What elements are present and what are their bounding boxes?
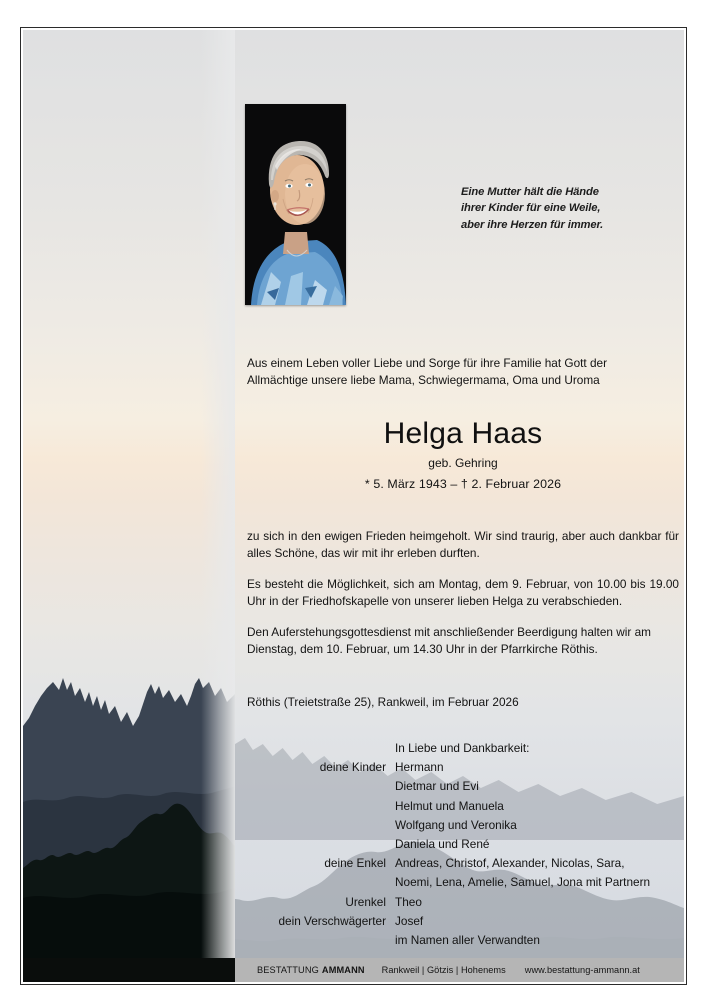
body-text bbox=[247, 528, 679, 658]
family-names: Wolfgang und Veronika bbox=[395, 817, 517, 832]
deceased-name: Helga Haas bbox=[383, 417, 543, 450]
family-role-label: deine Kinder bbox=[319, 760, 386, 775]
portrait-photo bbox=[245, 104, 346, 305]
strip-edge-fade bbox=[201, 30, 235, 982]
place-and-date-line: Röthis (Treietstraße 25), Rankweil, im Februar 2026 bbox=[247, 695, 519, 709]
memorial-quote bbox=[461, 184, 681, 233]
family-names: Josef bbox=[395, 913, 424, 928]
sunset-photo-strip bbox=[23, 30, 235, 982]
list-item bbox=[247, 912, 679, 931]
footer-content bbox=[235, 965, 684, 975]
quote-line-2: ihrer Kinder für eine Weile, bbox=[461, 202, 601, 215]
family-names: Helmut und Manuela bbox=[395, 798, 504, 813]
family-names: Hermann bbox=[395, 760, 444, 775]
footer-dark-block bbox=[23, 958, 235, 982]
list-item bbox=[247, 797, 679, 816]
footer-brand-light: BESTATTUNG bbox=[257, 965, 319, 975]
card-inner bbox=[23, 30, 684, 982]
list-item bbox=[247, 777, 679, 796]
list-item bbox=[247, 835, 679, 854]
family-names: Daniela und René bbox=[395, 837, 490, 852]
list-item bbox=[247, 931, 679, 950]
family-role-label: Urenkel bbox=[345, 894, 386, 909]
family-names: Theo bbox=[395, 894, 422, 909]
intro-line-2: Allmächtige unsere liebe Mama, Schwiegermama, Oma und Uroma bbox=[247, 373, 600, 387]
family-names: Andreas, Christof, Alexander, Nicolas, Sara, bbox=[395, 856, 625, 871]
footer-brand-bold: AMMANN bbox=[321, 965, 365, 975]
family-role-label: dein Verschwägerter bbox=[278, 913, 386, 928]
quote-line-3: aber ihre Herzen für immer. bbox=[461, 218, 604, 231]
list-item bbox=[247, 873, 679, 892]
list-item bbox=[247, 854, 679, 873]
card-frame bbox=[20, 27, 687, 985]
footer-website-url[interactable]: www.bestattung-ammann.at bbox=[524, 965, 640, 975]
family-names: Dietmar und Evi bbox=[395, 779, 479, 794]
body-paragraph-3: Den Auferstehungsgottesdienst mit anschließender Beerdigung halten wir am Dienstag, dem 10. Februar, um 14.30 Uhr in der Pfarrkirche Röthis. bbox=[247, 624, 651, 657]
family-heading: In Liebe und Dankbarkeit: bbox=[395, 741, 530, 755]
portrait-illustration-icon bbox=[245, 104, 346, 305]
family-list bbox=[247, 739, 679, 950]
list-item bbox=[247, 816, 679, 835]
family-heading-row bbox=[247, 739, 679, 758]
intro-paragraph bbox=[247, 355, 679, 389]
family-role-label: deine Enkel bbox=[324, 856, 386, 871]
deceased-dates: * 5. März 1943 – † 2. Februar 2026 bbox=[364, 477, 562, 491]
list-item bbox=[247, 758, 679, 777]
deceased-maiden-name: geb. Gehring bbox=[428, 456, 498, 470]
quote-line-1: Eine Mutter hält die Hände bbox=[461, 186, 599, 198]
list-item bbox=[247, 893, 679, 912]
body-paragraph-2: Es besteht die Möglichkeit, sich am Montag, dem 9. Februar, von 10.00 bis 19.00 Uhr in der Friedhofskapelle von unserer lieben Helga zu verabschieden. bbox=[247, 576, 679, 609]
intro-line-1: Aus einem Leben voller Liebe und Sorge für ihre Familie hat Gott der bbox=[247, 356, 608, 370]
family-names: im Namen aller Verwandten bbox=[395, 933, 540, 948]
body-paragraph-1: zu sich in den ewigen Frieden heimgeholt. Wir sind traurig, aber auch dankbar für alles Schöne, das wir mit ihr erleben durften. bbox=[247, 529, 679, 561]
deceased-name-block bbox=[247, 415, 679, 495]
footer-locations: Rankweil | Götzis | Hohenems bbox=[381, 965, 506, 975]
footer-bar bbox=[23, 958, 684, 982]
family-names: Noemi, Lena, Amelie, Samuel, Jona mit Partnern bbox=[395, 875, 651, 890]
